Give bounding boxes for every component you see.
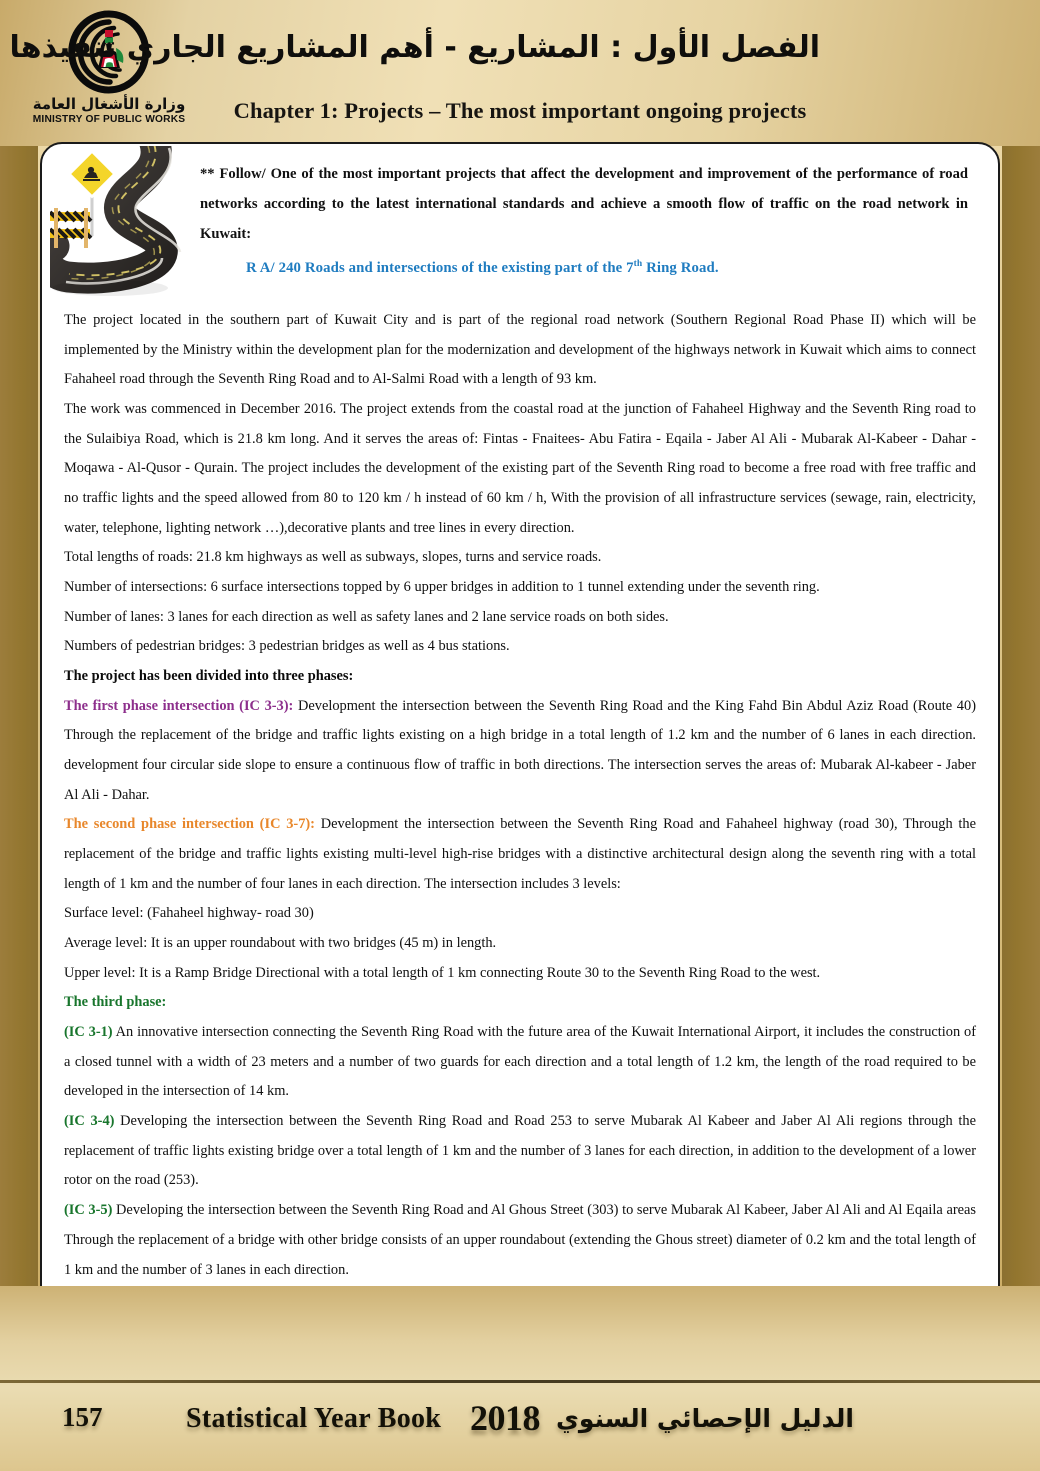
paragraph-intersections: Number of intersections: 6 surface intersections topped by 6 upper bridges in addition to 1 tunnel extending under the seventh ring. xyxy=(64,579,820,596)
footer-divider xyxy=(0,1380,1040,1383)
ic-3-4-label: (IC 3-4) xyxy=(64,1113,115,1130)
footer-year: 2018 xyxy=(470,1398,540,1438)
paragraph-phase-2 xyxy=(64,810,976,899)
callout-subtitle xyxy=(200,259,976,277)
paragraph-overview: The project located in the southern part of Kuwait City and is part of the regional road network (Southern Regional Road Phase II) which will be implemented by the Ministry within the development plan for the modernization and development of the highways network in Kuwait which aims to connect Fahaheel road through the Seventh Ring Road and to Al-Salmi Road with a length of 93 km. xyxy=(64,312,976,388)
project-body xyxy=(42,302,998,1382)
winding-road-icon xyxy=(50,146,200,302)
left-side-bar xyxy=(0,146,38,1286)
paragraph-ic-3-5 xyxy=(64,1196,976,1285)
callout-subtitle-sup: th xyxy=(633,258,643,269)
paragraph-pedestrian-bridges: Numbers of pedestrian bridges: 3 pedestrian bridges as well as 4 bus stations. xyxy=(64,638,510,655)
paragraph-total-lengths: Total lengths of roads: 21.8 km highways as well as subways, slopes, turns and service roads. xyxy=(64,549,602,566)
phase-2-text: Development the intersection between the Seventh Ring Road and Fahaheel highway (road 30), Through the replacement of the bridge and traffic lights existing multi-level high-rise bridges with a distinctive architectural design along the seventh ring with a total length of 1 km and the number of four lanes in each direction. The intersection includes 3 levels: xyxy=(64,816,976,892)
right-side-bar xyxy=(1002,146,1040,1286)
heading-third-phase-text: The third phase: xyxy=(64,994,167,1011)
ic-3-5-text: Developing the intersection between the Seventh Ring Road and Al Ghous Street (303) to serve Mubarak Al Kabeer, Jaber Al Ali and Al Eqaila areas Through the replacement of a bridge with other bridge consists of an upper roundabout (extending the Ghous street) diameter of 0.2 km and the total length of 1 km and the number of 3 lanes in each direction. xyxy=(64,1202,977,1278)
paragraph-work-commenced: The work was commenced in December 2016. The project extends from the coastal road at the junction of Fahaheel Highway and the Seventh Ring road to the Sulaibiya Road, which is 21.8 km long. And it serves the areas of: Fintas - Fnaitees- Abu Fatira - Eqaila - Jaber Al Ali - Mubarak Al-Kabeer - Dahar - Moqawa - Al-Qusor - Qurain. The project includes the development of the existing part of the Seventh Ring road to become a free road with free traffic and no traffic lights and the speed allowed from 80 to 120 km / h instead of 60 km / h, With the provision of all infrastructure services (sewage, rain, electricity, water, telephone, lighting network …),decorative plants and tree lines in every direction. xyxy=(64,401,976,536)
heading-third-phase xyxy=(64,988,976,1018)
callout-intro-text: ** Follow/ One of the most important projects that affect the development and improvement of the performance of road networks according to the latest international standards and achieve a smooth flow of traffic on the road network in Kuwait: xyxy=(200,166,968,242)
ic-3-4-text: Developing the intersection between the Seventh Ring Road and Road 253 to serve Mubarak Al Kabeer and Jaber Al Ali regions through the replacement of traffic lights existing bridge over a total length of 1 km and the number of 3 lanes for each direction, in addition to the development of a lower rotor on the road (253). xyxy=(64,1113,977,1189)
paragraph-level-average: Average level: It is an upper roundabout with two bridges (45 m) in length. xyxy=(64,935,497,952)
callout-subtitle-suffix: Ring Road. xyxy=(642,259,719,276)
heading-three-phases-text: The project has been divided into three phases: xyxy=(64,668,354,685)
chapter-title-english: Chapter 1: Projects – The most important ongoing projects xyxy=(233,98,807,123)
paragraph-lanes: Number of lanes: 3 lanes for each direction as well as safety lanes and 2 lane service roads on both sides. xyxy=(64,608,669,625)
paragraph-ic-3-4 xyxy=(64,1107,976,1196)
footer-band xyxy=(0,1286,1040,1471)
paragraph-level-surface: Surface level: (Fahaheel highway- road 30) xyxy=(64,905,314,922)
ic-3-5-label: (IC 3-5) xyxy=(64,1202,113,1219)
ministry-logo-arabic-name: وزارة الأشغال العامة xyxy=(32,95,186,113)
page-number: 157 xyxy=(62,1402,103,1432)
callout-subtitle-prefix: R A/ 240 Roads and intersections of the existing part of the 7 xyxy=(246,259,634,276)
ministry-logo-english-name: MINISTRY OF PUBLIC WORKS xyxy=(32,113,186,125)
chapter-title-arabic: الفصل الأول : المشاريع - أهم المشاريع الجاري تنفيذها xyxy=(9,30,820,65)
paragraph-ic-3-1 xyxy=(64,1018,976,1107)
paragraph-level-upper: Upper level: It is a Ramp Bridge Directional with a total length of 1 km connecting Route 30 to the Seventh Ring Road to the west. xyxy=(64,964,821,981)
paragraph-phase-1 xyxy=(64,692,976,811)
footer-title-arabic: الدليل الإحصائي السنوي xyxy=(556,1404,854,1433)
phase-1-text: Development the intersection between the Seventh Ring Road and the King Fahd Bin Abdul Aziz Road (Route 40) Through the replacement of the bridge and traffic lights existing on a high bridge in a total length of 1.2 km and the number of 6 lanes in each direction. development four circular side slope to ensure a continuous flow of traffic in both directions. The intersection serves the areas of: Mubarak Al-kabeer - Jaber Al Ali - Dahar. xyxy=(64,697,976,803)
content-card xyxy=(40,142,1000,1382)
footer-title-english: Statistical Year Book xyxy=(186,1403,442,1434)
ic-3-1-label: (IC 3-1) xyxy=(64,1024,113,1041)
ic-3-1-text: An innovative intersection connecting the Seventh Ring Road with the future area of the Kuwait International Airport, it includes the construction of a closed tunnel with a width of 23 meters and a number of two guards for each direction and a total length of 1.2 km, the length of the road required to be developed in the intersection of 14 km. xyxy=(64,1024,976,1100)
phase-1-label: The first phase intersection (IC 3-3): xyxy=(64,697,294,714)
project-callout xyxy=(42,144,998,302)
phase-2-label: The second phase intersection (IC 3-7): xyxy=(64,816,315,833)
heading-three-phases xyxy=(64,662,976,692)
